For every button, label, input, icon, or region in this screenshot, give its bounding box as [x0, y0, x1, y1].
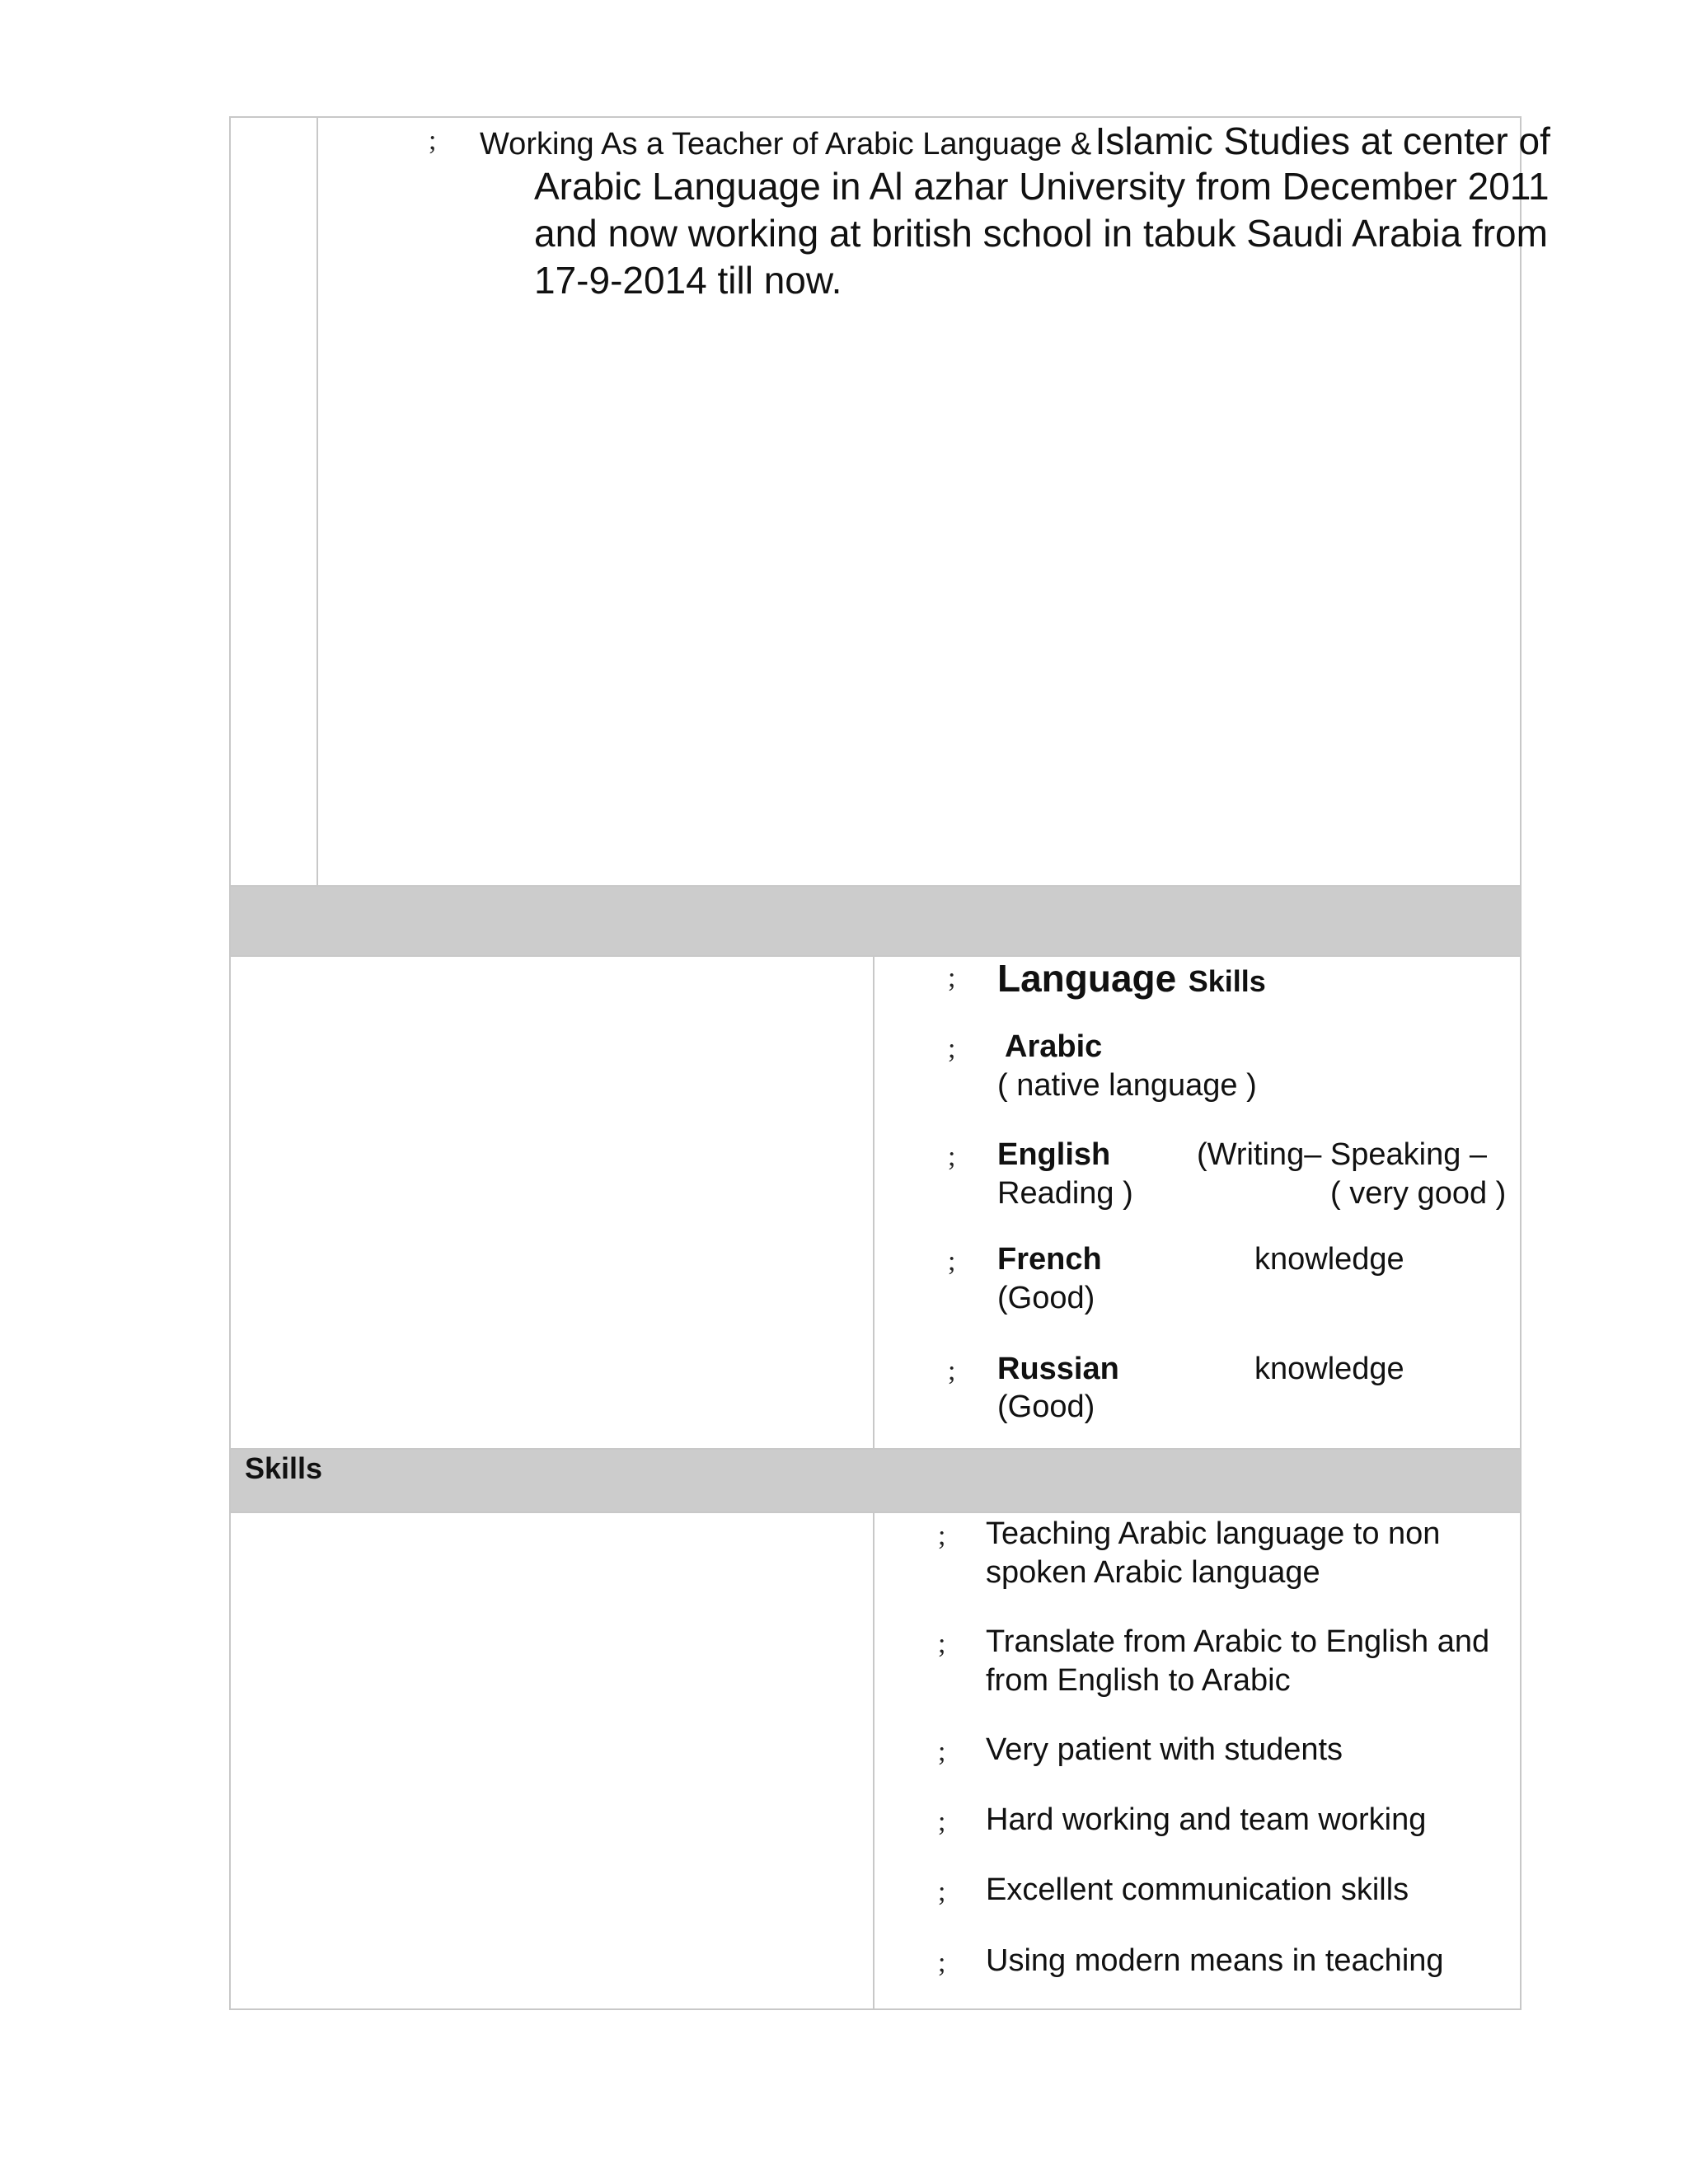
skill-item-line: spoken Arabic language — [986, 1555, 1320, 1590]
language-bullet: ; — [948, 1356, 956, 1386]
language-level-russian: (Good) — [997, 1390, 1095, 1424]
row-divider-skills-top — [229, 1511, 1522, 1513]
skill-bullet: ; — [938, 1736, 946, 1767]
skill-bullet: ; — [938, 1807, 946, 1837]
column-divider-skills — [873, 1512, 874, 2010]
row-divider-languages-top — [229, 955, 1522, 957]
resume-table — [229, 116, 1522, 2010]
language-name-english: English — [997, 1137, 1111, 1172]
skill-bullet: ; — [938, 1521, 946, 1551]
language-level-english: ( very good ) — [1330, 1176, 1507, 1211]
language-detail-russian: knowledge — [1254, 1352, 1404, 1386]
language-bullet: ; — [948, 1033, 956, 1064]
language-detail-french: knowledge — [1254, 1242, 1404, 1277]
empty-section-header-band — [231, 887, 1520, 956]
skill-item-line: Very patient with students — [986, 1732, 1343, 1767]
language-skills-heading — [997, 956, 1266, 1001]
skills-header-band — [231, 1450, 1520, 1512]
skills-section-title: Skills — [245, 1451, 323, 1485]
skill-item-line: from English to Arabic — [986, 1663, 1291, 1698]
language-bullet: ; — [948, 1141, 956, 1172]
skill-bullet: ; — [938, 1877, 946, 1907]
column-divider-left — [316, 116, 318, 887]
experience-lead-large: Islamic Studies at center of — [1095, 120, 1550, 162]
skill-item-line: Using modern means in teaching — [986, 1943, 1444, 1978]
skill-item-line: Translate from Arabic to English and — [986, 1624, 1490, 1659]
skill-item-line: Excellent communication skills — [986, 1872, 1409, 1907]
skill-item-line: Teaching Arabic language to non — [986, 1516, 1441, 1551]
language-name-arabic: Arabic — [1005, 1029, 1103, 1064]
experience-lead-small: Working As a Teacher of Arabic Language & — [480, 127, 1092, 162]
language-heading-sub: Skills — [1188, 964, 1266, 998]
language-level-french: (Good) — [997, 1281, 1095, 1315]
skill-bullet: ; — [938, 1629, 946, 1659]
experience-bullet: ; — [429, 125, 437, 156]
experience-line: and now working at british school in tabuk Saudi Arabia from — [534, 212, 1548, 255]
language-detail-arabic: ( native language ) — [997, 1068, 1257, 1103]
language-bullet: ; — [948, 1246, 956, 1277]
experience-line: Arabic Language in Al azhar University from December 2011 — [534, 165, 1550, 208]
language-heading-main: Language — [997, 957, 1177, 1000]
skill-bullet: ; — [938, 1947, 946, 1978]
experience-line: 17-9-2014 till now. — [534, 259, 842, 302]
language-detail-english: (Writing– Speaking – — [1197, 1137, 1488, 1172]
column-divider-languages — [873, 956, 874, 1449]
language-name-french: French — [997, 1242, 1102, 1277]
language-detail-english-2: Reading ) — [997, 1176, 1133, 1211]
language-name-russian: Russian — [997, 1352, 1119, 1386]
skill-item-line: Hard working and team working — [986, 1802, 1427, 1837]
language-heading-bullet: ; — [948, 963, 956, 993]
experience-first-line — [480, 119, 1550, 163]
